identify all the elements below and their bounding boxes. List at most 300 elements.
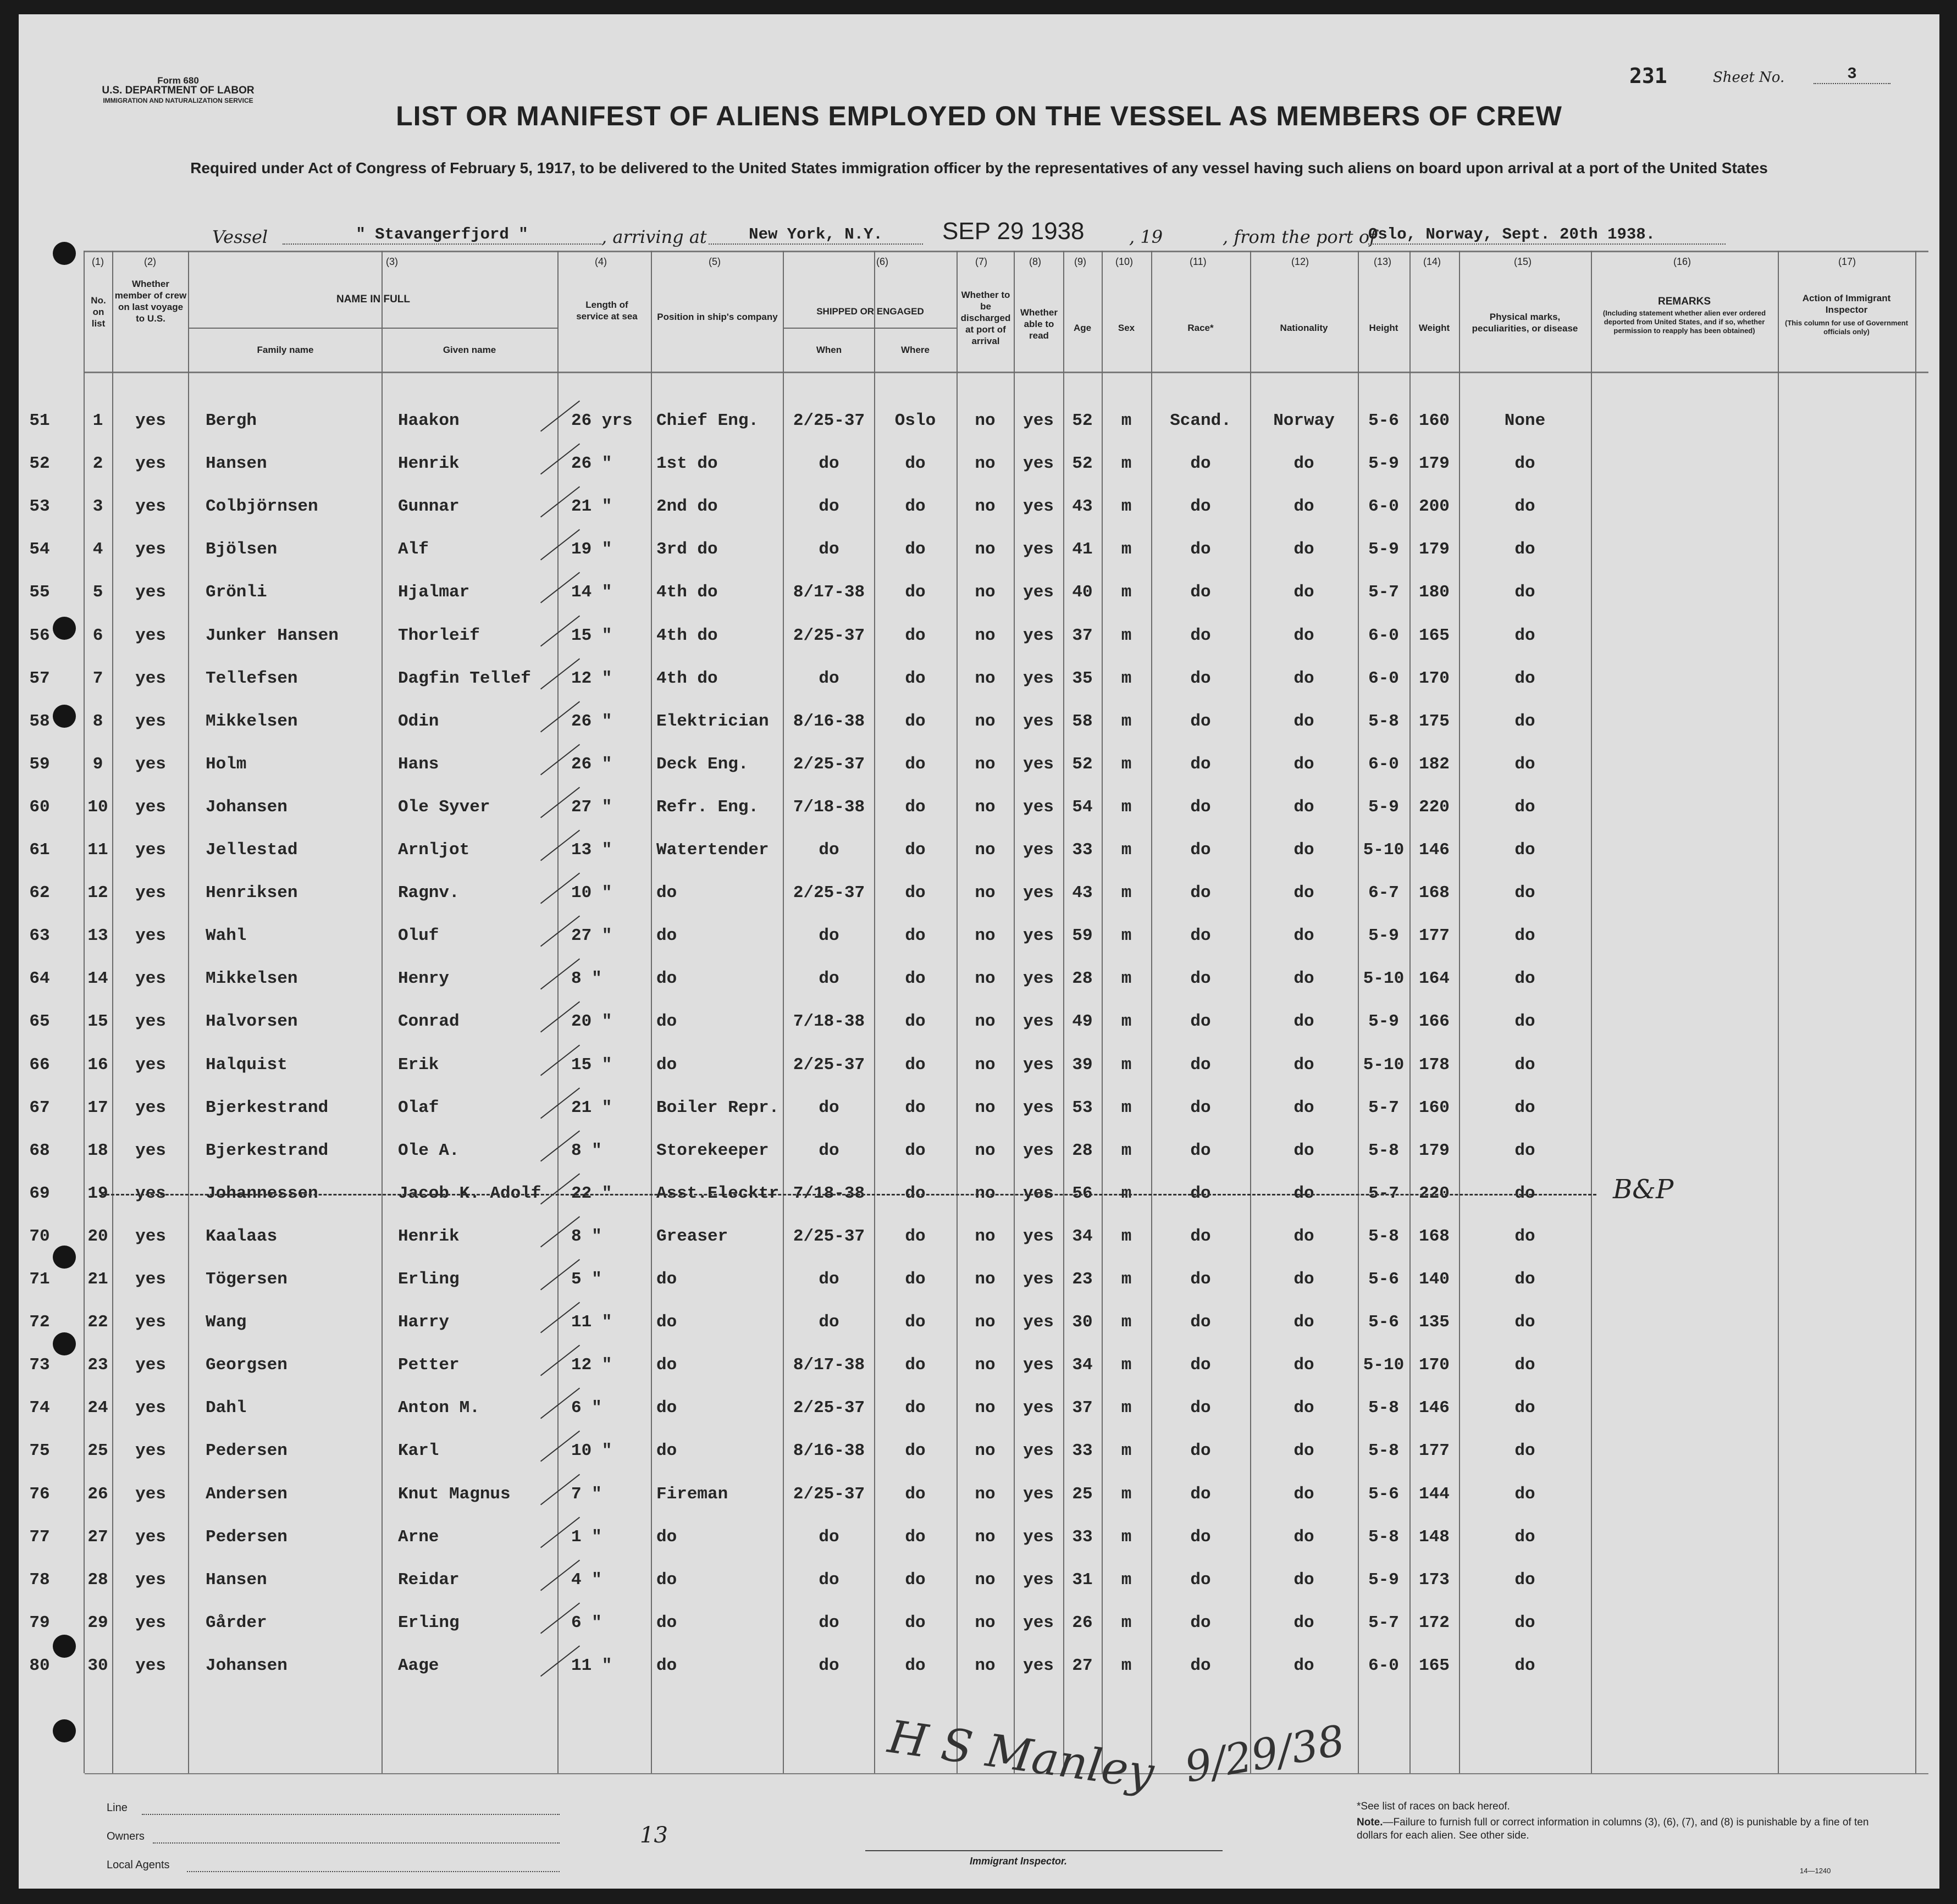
ship-position-cell: Chief Eng. <box>656 411 759 430</box>
sex-cell: m <box>1121 969 1132 988</box>
sex-cell: m <box>1121 454 1132 473</box>
able-to-read-cell: yes <box>1023 712 1054 731</box>
shipped-when-cell: 2/25-37 <box>793 411 865 430</box>
shipped-where-cell: do <box>905 798 926 817</box>
nationality-cell: do <box>1293 1313 1314 1332</box>
table-row <box>19 1526 1939 1548</box>
family-name-cell: Pedersen <box>206 1527 288 1547</box>
ship-position-cell: do <box>656 1613 677 1632</box>
shipped-when-cell: 8/16-38 <box>793 712 865 731</box>
nationality-cell: Norway <box>1273 411 1335 430</box>
no-on-list-cell: 29 <box>87 1613 108 1632</box>
race-cell: do <box>1190 497 1211 516</box>
discharged-cell: no <box>975 669 996 688</box>
sex-cell: m <box>1121 1313 1132 1332</box>
no-on-list-cell: 10 <box>87 798 108 817</box>
service-length-cell: 7 " <box>571 1485 602 1504</box>
signature-date: 9/29/38 <box>1181 1715 1348 1792</box>
height-cell: 5-7 <box>1368 583 1399 602</box>
no-on-list-cell: 7 <box>92 669 103 688</box>
service-length-cell: 12 " <box>571 1355 612 1375</box>
height-cell: 6-0 <box>1368 669 1399 688</box>
physical-marks-cell: do <box>1514 626 1535 645</box>
service-length-cell: 6 " <box>571 1613 602 1632</box>
age-cell: 37 <box>1072 1398 1093 1418</box>
nationality-cell: do <box>1293 798 1314 817</box>
physical-marks-cell: do <box>1514 1441 1535 1460</box>
nationality-cell: do <box>1293 969 1314 988</box>
age-cell: 59 <box>1072 926 1093 945</box>
discharged-cell: no <box>975 1012 996 1031</box>
sex-cell: m <box>1121 1227 1132 1246</box>
sex-cell: m <box>1121 497 1132 516</box>
given-name-cell: Gunnar <box>398 497 460 516</box>
shipped-where-cell: do <box>905 454 926 473</box>
physical-marks-cell: do <box>1514 1012 1535 1031</box>
height-cell: 5-10 <box>1363 969 1405 988</box>
weight-cell: 165 <box>1419 626 1450 645</box>
height-cell: 5-9 <box>1368 540 1399 559</box>
table-row <box>19 1440 1939 1462</box>
nationality-cell: do <box>1293 1570 1314 1590</box>
height-cell: 6-0 <box>1368 755 1399 774</box>
shipped-where-cell: do <box>905 1313 926 1332</box>
header-inspector-note: (This column for use of Government officials only) <box>1785 319 1908 336</box>
family-name-cell: Kaalaas <box>206 1227 278 1246</box>
age-cell: 49 <box>1072 1012 1093 1031</box>
shipped-when-cell: do <box>819 1570 839 1590</box>
no-on-list-cell: 9 <box>92 755 103 774</box>
service-length-cell: 26 " <box>571 454 612 473</box>
vessel-name: " Stavangerfjord " <box>283 225 601 245</box>
no-on-list-cell: 13 <box>87 926 108 945</box>
height-cell: 5-10 <box>1363 1055 1405 1075</box>
age-cell: 28 <box>1072 969 1093 988</box>
table-row <box>19 711 1939 733</box>
col-number: (17) <box>1838 256 1856 267</box>
header-sex: Sex <box>1118 323 1135 333</box>
able-to-read-cell: yes <box>1023 583 1054 602</box>
row-margin-number-cell: 66 <box>29 1055 50 1075</box>
age-cell: 39 <box>1072 1055 1093 1075</box>
shipped-when-cell: do <box>819 497 839 516</box>
shipped-where-cell: do <box>905 969 926 988</box>
last-voyage-cell: yes <box>135 540 166 559</box>
sex-cell: m <box>1121 411 1132 430</box>
able-to-read-cell: yes <box>1023 1098 1054 1117</box>
able-to-read-cell: yes <box>1023 669 1054 688</box>
shipped-subheader-rule <box>783 328 957 329</box>
race-cell: do <box>1190 454 1211 473</box>
able-to-read-cell: yes <box>1023 1355 1054 1375</box>
service-length-cell: 21 " <box>571 1098 612 1117</box>
no-on-list-cell: 30 <box>87 1656 108 1675</box>
discharged-cell: no <box>975 583 996 602</box>
no-on-list-cell: 23 <box>87 1355 108 1375</box>
weight-cell: 160 <box>1419 411 1450 430</box>
race-cell: do <box>1190 1656 1211 1675</box>
ship-position-cell: Storekeeper <box>656 1141 769 1160</box>
family-name-cell: Hansen <box>206 1570 267 1590</box>
shipped-where-cell: do <box>905 1141 926 1160</box>
no-on-list-cell: 11 <box>87 840 108 860</box>
able-to-read-cell: yes <box>1023 454 1054 473</box>
nationality-cell: do <box>1293 583 1314 602</box>
race-cell: Scand. <box>1170 411 1231 430</box>
ship-position-cell: do <box>656 1012 677 1031</box>
discharged-cell: no <box>975 883 996 903</box>
physical-marks-cell: do <box>1514 1227 1535 1246</box>
row-margin-number-cell: 63 <box>29 926 50 945</box>
age-cell: 56 <box>1072 1184 1093 1203</box>
sex-cell: m <box>1121 1012 1132 1031</box>
given-name-cell: Erling <box>398 1613 460 1632</box>
age-cell: 30 <box>1072 1313 1093 1332</box>
shipped-where-cell: do <box>905 1441 926 1460</box>
row-margin-number-cell: 56 <box>29 626 50 645</box>
family-name-cell: Holm <box>206 755 247 774</box>
no-on-list-cell: 20 <box>87 1227 108 1246</box>
nationality-cell: do <box>1293 626 1314 645</box>
able-to-read-cell: yes <box>1023 1613 1054 1632</box>
row-margin-number-cell: 80 <box>29 1656 50 1675</box>
able-to-read-cell: yes <box>1023 1270 1054 1289</box>
binder-hole <box>53 705 76 728</box>
row-margin-number-cell: 62 <box>29 883 50 903</box>
ship-position-cell: Deck Eng. <box>656 755 749 774</box>
sheet-number: 3 <box>1814 65 1890 84</box>
age-cell: 43 <box>1072 883 1093 903</box>
header-remarks-note: (Including statement whether alien ever ordered deported from United States, and if so, whether permission to reapply has been obtained) <box>1602 309 1766 335</box>
shipped-when-cell: 2/25-37 <box>793 755 865 774</box>
race-cell: do <box>1190 798 1211 817</box>
note-text: —Failure to furnish full or correct information in columns (3), (6), (7), and (8) is punishable by a fine of ten dollars for each alien. See other side. <box>1357 1817 1869 1841</box>
ship-position-cell: do <box>656 1398 677 1418</box>
weight-cell: 168 <box>1419 883 1450 903</box>
age-cell: 40 <box>1072 583 1093 602</box>
no-on-list-cell: 28 <box>87 1570 108 1590</box>
row-margin-number-cell: 59 <box>29 755 50 774</box>
age-cell: 43 <box>1072 497 1093 516</box>
table-top-rule <box>85 251 1928 252</box>
age-cell: 37 <box>1072 626 1093 645</box>
last-voyage-cell: yes <box>135 798 166 817</box>
given-name-cell: Erling <box>398 1270 460 1289</box>
nationality-cell: do <box>1293 497 1314 516</box>
race-cell: do <box>1190 1313 1211 1332</box>
departure-port: Oslo, Norway, Sept. 20th 1938. <box>1368 225 1726 245</box>
weight-cell: 146 <box>1419 1398 1450 1418</box>
count-note: 13 <box>640 1823 668 1848</box>
sex-cell: m <box>1121 1055 1132 1075</box>
shipped-when-cell: 7/18-38 <box>793 1184 865 1203</box>
no-on-list-cell: 4 <box>92 540 103 559</box>
family-name-cell: Colbjörnsen <box>206 497 318 516</box>
binder-hole <box>53 617 76 640</box>
able-to-read-cell: yes <box>1023 1055 1054 1075</box>
header-family-name: Family name <box>257 345 314 355</box>
age-cell: 33 <box>1072 1527 1093 1547</box>
height-cell: 6-0 <box>1368 626 1399 645</box>
physical-marks-cell: do <box>1514 1313 1535 1332</box>
nationality-cell: do <box>1293 1656 1314 1675</box>
last-voyage-cell: yes <box>135 840 166 860</box>
ship-position-cell: do <box>656 883 677 903</box>
race-cell: do <box>1190 1141 1211 1160</box>
given-name-cell: Conrad <box>398 1012 460 1031</box>
shipped-where-cell: do <box>905 1613 926 1632</box>
service-name: IMMIGRATION AND NATURALIZATION SERVICE <box>103 97 253 104</box>
shipped-when-cell: 2/25-37 <box>793 1398 865 1418</box>
strike-through-line <box>101 1194 1596 1195</box>
ship-position-cell: 1st do <box>656 454 718 473</box>
discharged-cell: no <box>975 1313 996 1332</box>
shipped-where-cell: do <box>905 926 926 945</box>
line-label: Line <box>107 1802 128 1814</box>
sex-cell: m <box>1121 540 1132 559</box>
col-number: (4) <box>595 256 607 267</box>
row-margin-number-cell: 54 <box>29 540 50 559</box>
discharged-cell: no <box>975 1270 996 1289</box>
header-physical-marks: Physical marks, peculiarities, or disease <box>1472 312 1578 334</box>
height-cell: 5-8 <box>1368 1227 1399 1246</box>
shipped-when-cell: do <box>819 1141 839 1160</box>
sex-cell: m <box>1121 1098 1132 1117</box>
service-length-cell: 10 " <box>571 1441 612 1460</box>
family-name-cell: Tellefsen <box>206 669 298 688</box>
col-number: (1) <box>92 256 104 267</box>
ship-position-cell: 4th do <box>656 626 718 645</box>
able-to-read-cell: yes <box>1023 1012 1054 1031</box>
height-cell: 5-7 <box>1368 1098 1399 1117</box>
header-height: Height <box>1369 323 1398 333</box>
physical-marks-cell: do <box>1514 1570 1535 1590</box>
weight-cell: 172 <box>1419 1613 1450 1632</box>
shipped-when-cell: 2/25-37 <box>793 1055 865 1075</box>
manifest-sheet <box>19 14 1939 1889</box>
arrival-port: New York, N.Y. <box>709 225 923 245</box>
agents-field <box>187 1871 560 1872</box>
last-voyage-cell: yes <box>135 454 166 473</box>
shipped-where-cell: do <box>905 497 926 516</box>
page-title: LIST OR MANIFEST OF ALIENS EMPLOYED ON THE VESSEL AS MEMBERS OF CREW <box>396 101 1562 131</box>
table-row <box>19 1097 1939 1119</box>
height-cell: 5-8 <box>1368 1398 1399 1418</box>
no-on-list-cell: 17 <box>87 1098 108 1117</box>
header-discharged: Whether to be discharged at port of arrival <box>960 290 1011 346</box>
shipped-when-cell: 8/17-38 <box>793 583 865 602</box>
able-to-read-cell: yes <box>1023 1485 1054 1504</box>
weight-cell: 177 <box>1419 1441 1450 1460</box>
discharged-cell: no <box>975 1398 996 1418</box>
height-cell: 5-8 <box>1368 1441 1399 1460</box>
age-cell: 23 <box>1072 1270 1093 1289</box>
physical-marks-cell: do <box>1514 1355 1535 1375</box>
nationality-cell: do <box>1293 1098 1314 1117</box>
last-voyage-cell: yes <box>135 883 166 903</box>
family-name-cell: Wahl <box>206 926 247 945</box>
given-name-cell: Ole Syver <box>398 798 490 817</box>
ship-position-cell: Refr. Eng. <box>656 798 759 817</box>
no-on-list-cell: 5 <box>92 583 103 602</box>
nationality-cell: do <box>1293 926 1314 945</box>
race-cell: do <box>1190 540 1211 559</box>
table-row <box>19 625 1939 647</box>
last-voyage-cell: yes <box>135 497 166 516</box>
age-cell: 27 <box>1072 1656 1093 1675</box>
ship-position-cell: Elektrician <box>656 712 769 731</box>
sex-cell: m <box>1121 1270 1132 1289</box>
age-cell: 35 <box>1072 669 1093 688</box>
service-length-cell: 19 " <box>571 540 612 559</box>
height-cell: 5-8 <box>1368 1527 1399 1547</box>
header-name-in-full: NAME IN FULL <box>336 294 411 305</box>
age-cell: 33 <box>1072 1441 1093 1460</box>
nationality-cell: do <box>1293 1441 1314 1460</box>
discharged-cell: no <box>975 1485 996 1504</box>
able-to-read-cell: yes <box>1023 1656 1054 1675</box>
given-name-cell: Olaf <box>398 1098 439 1117</box>
nationality-cell: do <box>1293 1398 1314 1418</box>
race-cell: do <box>1190 755 1211 774</box>
shipped-when-cell: 2/25-37 <box>793 1485 865 1504</box>
service-length-cell: 21 " <box>571 497 612 516</box>
age-cell: 25 <box>1072 1485 1093 1504</box>
ship-position-cell: 4th do <box>656 583 718 602</box>
discharged-cell: no <box>975 454 996 473</box>
sex-cell: m <box>1121 669 1132 688</box>
family-name-cell: Halquist <box>206 1055 288 1075</box>
service-length-cell: 11 " <box>571 1313 612 1332</box>
nationality-cell: do <box>1293 1227 1314 1246</box>
shipped-when-cell: 8/16-38 <box>793 1441 865 1460</box>
age-cell: 52 <box>1072 755 1093 774</box>
race-cell: do <box>1190 1184 1211 1203</box>
service-length-cell: 8 " <box>571 1227 602 1246</box>
no-on-list-cell: 8 <box>92 712 103 731</box>
shipped-when-cell: do <box>819 1613 839 1632</box>
ship-position-cell: do <box>656 1055 677 1075</box>
table-row <box>19 839 1939 861</box>
physical-marks-cell: do <box>1514 1055 1535 1075</box>
sex-cell: m <box>1121 1485 1132 1504</box>
shipped-when-cell: 2/25-37 <box>793 883 865 903</box>
service-length-cell: 15 " <box>571 1055 612 1075</box>
last-voyage-cell: yes <box>135 1098 166 1117</box>
ship-position-cell: do <box>656 1527 677 1547</box>
no-on-list-cell: 19 <box>87 1184 108 1203</box>
ship-position-cell: do <box>656 926 677 945</box>
last-voyage-cell: yes <box>135 1485 166 1504</box>
table-row <box>19 1011 1939 1033</box>
given-name-cell: Dagfin Tellef <box>398 669 531 688</box>
header-remarks: REMARKS <box>1657 296 1711 307</box>
weight-cell: 200 <box>1419 497 1450 516</box>
weight-cell: 179 <box>1419 540 1450 559</box>
last-voyage-cell: yes <box>135 1270 166 1289</box>
service-length-cell: 27 " <box>571 926 612 945</box>
physical-marks-cell: do <box>1514 1613 1535 1632</box>
header-inspector-action: Action of Immigrant Inspector <box>1802 293 1891 315</box>
able-to-read-cell: yes <box>1023 883 1054 903</box>
header-age: Age <box>1073 323 1092 333</box>
able-to-read-cell: yes <box>1023 969 1054 988</box>
physical-marks-cell: None <box>1504 411 1546 430</box>
age-cell: 53 <box>1072 1098 1093 1117</box>
inspector-label: Immigrant Inspector. <box>970 1856 1068 1867</box>
given-name-cell: Ragnv. <box>398 883 460 903</box>
weight-cell: 220 <box>1419 1184 1450 1203</box>
able-to-read-cell: yes <box>1023 755 1054 774</box>
col-number: (15) <box>1514 256 1532 267</box>
nationality-cell: do <box>1293 1485 1314 1504</box>
family-name-cell: Junker Hansen <box>206 626 339 645</box>
header-position: Position in ship's company <box>657 312 778 322</box>
table-row <box>19 410 1939 432</box>
shipped-where-cell: do <box>905 840 926 860</box>
nationality-cell: do <box>1293 1141 1314 1160</box>
note-label: Note. <box>1357 1817 1383 1828</box>
ship-position-cell: Asst.Elecktr <box>656 1184 780 1203</box>
family-name-cell: Henriksen <box>206 883 298 903</box>
ship-position-cell: do <box>656 969 677 988</box>
row-margin-number-cell: 73 <box>29 1355 50 1375</box>
sex-cell: m <box>1121 1527 1132 1547</box>
no-on-list-cell: 22 <box>87 1313 108 1332</box>
col-number: (16) <box>1673 256 1691 267</box>
last-voyage-cell: yes <box>135 755 166 774</box>
no-on-list-cell: 18 <box>87 1141 108 1160</box>
given-name-cell: Haakon <box>398 411 460 430</box>
height-cell: 5-9 <box>1368 454 1399 473</box>
discharged-cell: no <box>975 755 996 774</box>
table-row <box>19 754 1939 776</box>
no-on-list-cell: 6 <box>92 626 103 645</box>
weight-cell: 173 <box>1419 1570 1450 1590</box>
shipped-where-cell: do <box>905 540 926 559</box>
race-cell: do <box>1190 626 1211 645</box>
given-name-cell: Odin <box>398 712 439 731</box>
race-cell: do <box>1190 1485 1211 1504</box>
header-weight: Weight <box>1418 323 1450 333</box>
shipped-when-cell: do <box>819 1313 839 1332</box>
table-row <box>19 453 1939 475</box>
sex-cell: m <box>1121 755 1132 774</box>
ship-position-cell: Fireman <box>656 1485 728 1504</box>
col-number: (3) <box>386 256 398 267</box>
inspector-signature: H S Manley <box>884 1711 1157 1800</box>
table-row <box>19 1174 1939 1205</box>
race-cell: do <box>1190 1055 1211 1075</box>
shipped-where-cell: do <box>905 1570 926 1590</box>
family-name-cell: Georgsen <box>206 1355 288 1375</box>
shipped-where-cell: Oslo <box>894 411 936 430</box>
family-name-cell: Gårder <box>206 1613 267 1632</box>
binder-hole <box>53 242 76 265</box>
last-voyage-cell: yes <box>135 969 166 988</box>
no-on-list-cell: 27 <box>87 1527 108 1547</box>
weight-cell: 168 <box>1419 1227 1450 1246</box>
shipped-where-cell: do <box>905 1098 926 1117</box>
able-to-read-cell: yes <box>1023 411 1054 430</box>
able-to-read-cell: yes <box>1023 1398 1054 1418</box>
row-margin-number-cell: 75 <box>29 1441 50 1460</box>
nationality-cell: do <box>1293 1012 1314 1031</box>
header-last-voyage: Whether member of crew on last voyage to U.S. <box>114 279 187 324</box>
vessel-label: Vessel <box>212 226 268 247</box>
table-row <box>19 496 1939 518</box>
header-race: Race* <box>1187 323 1214 333</box>
